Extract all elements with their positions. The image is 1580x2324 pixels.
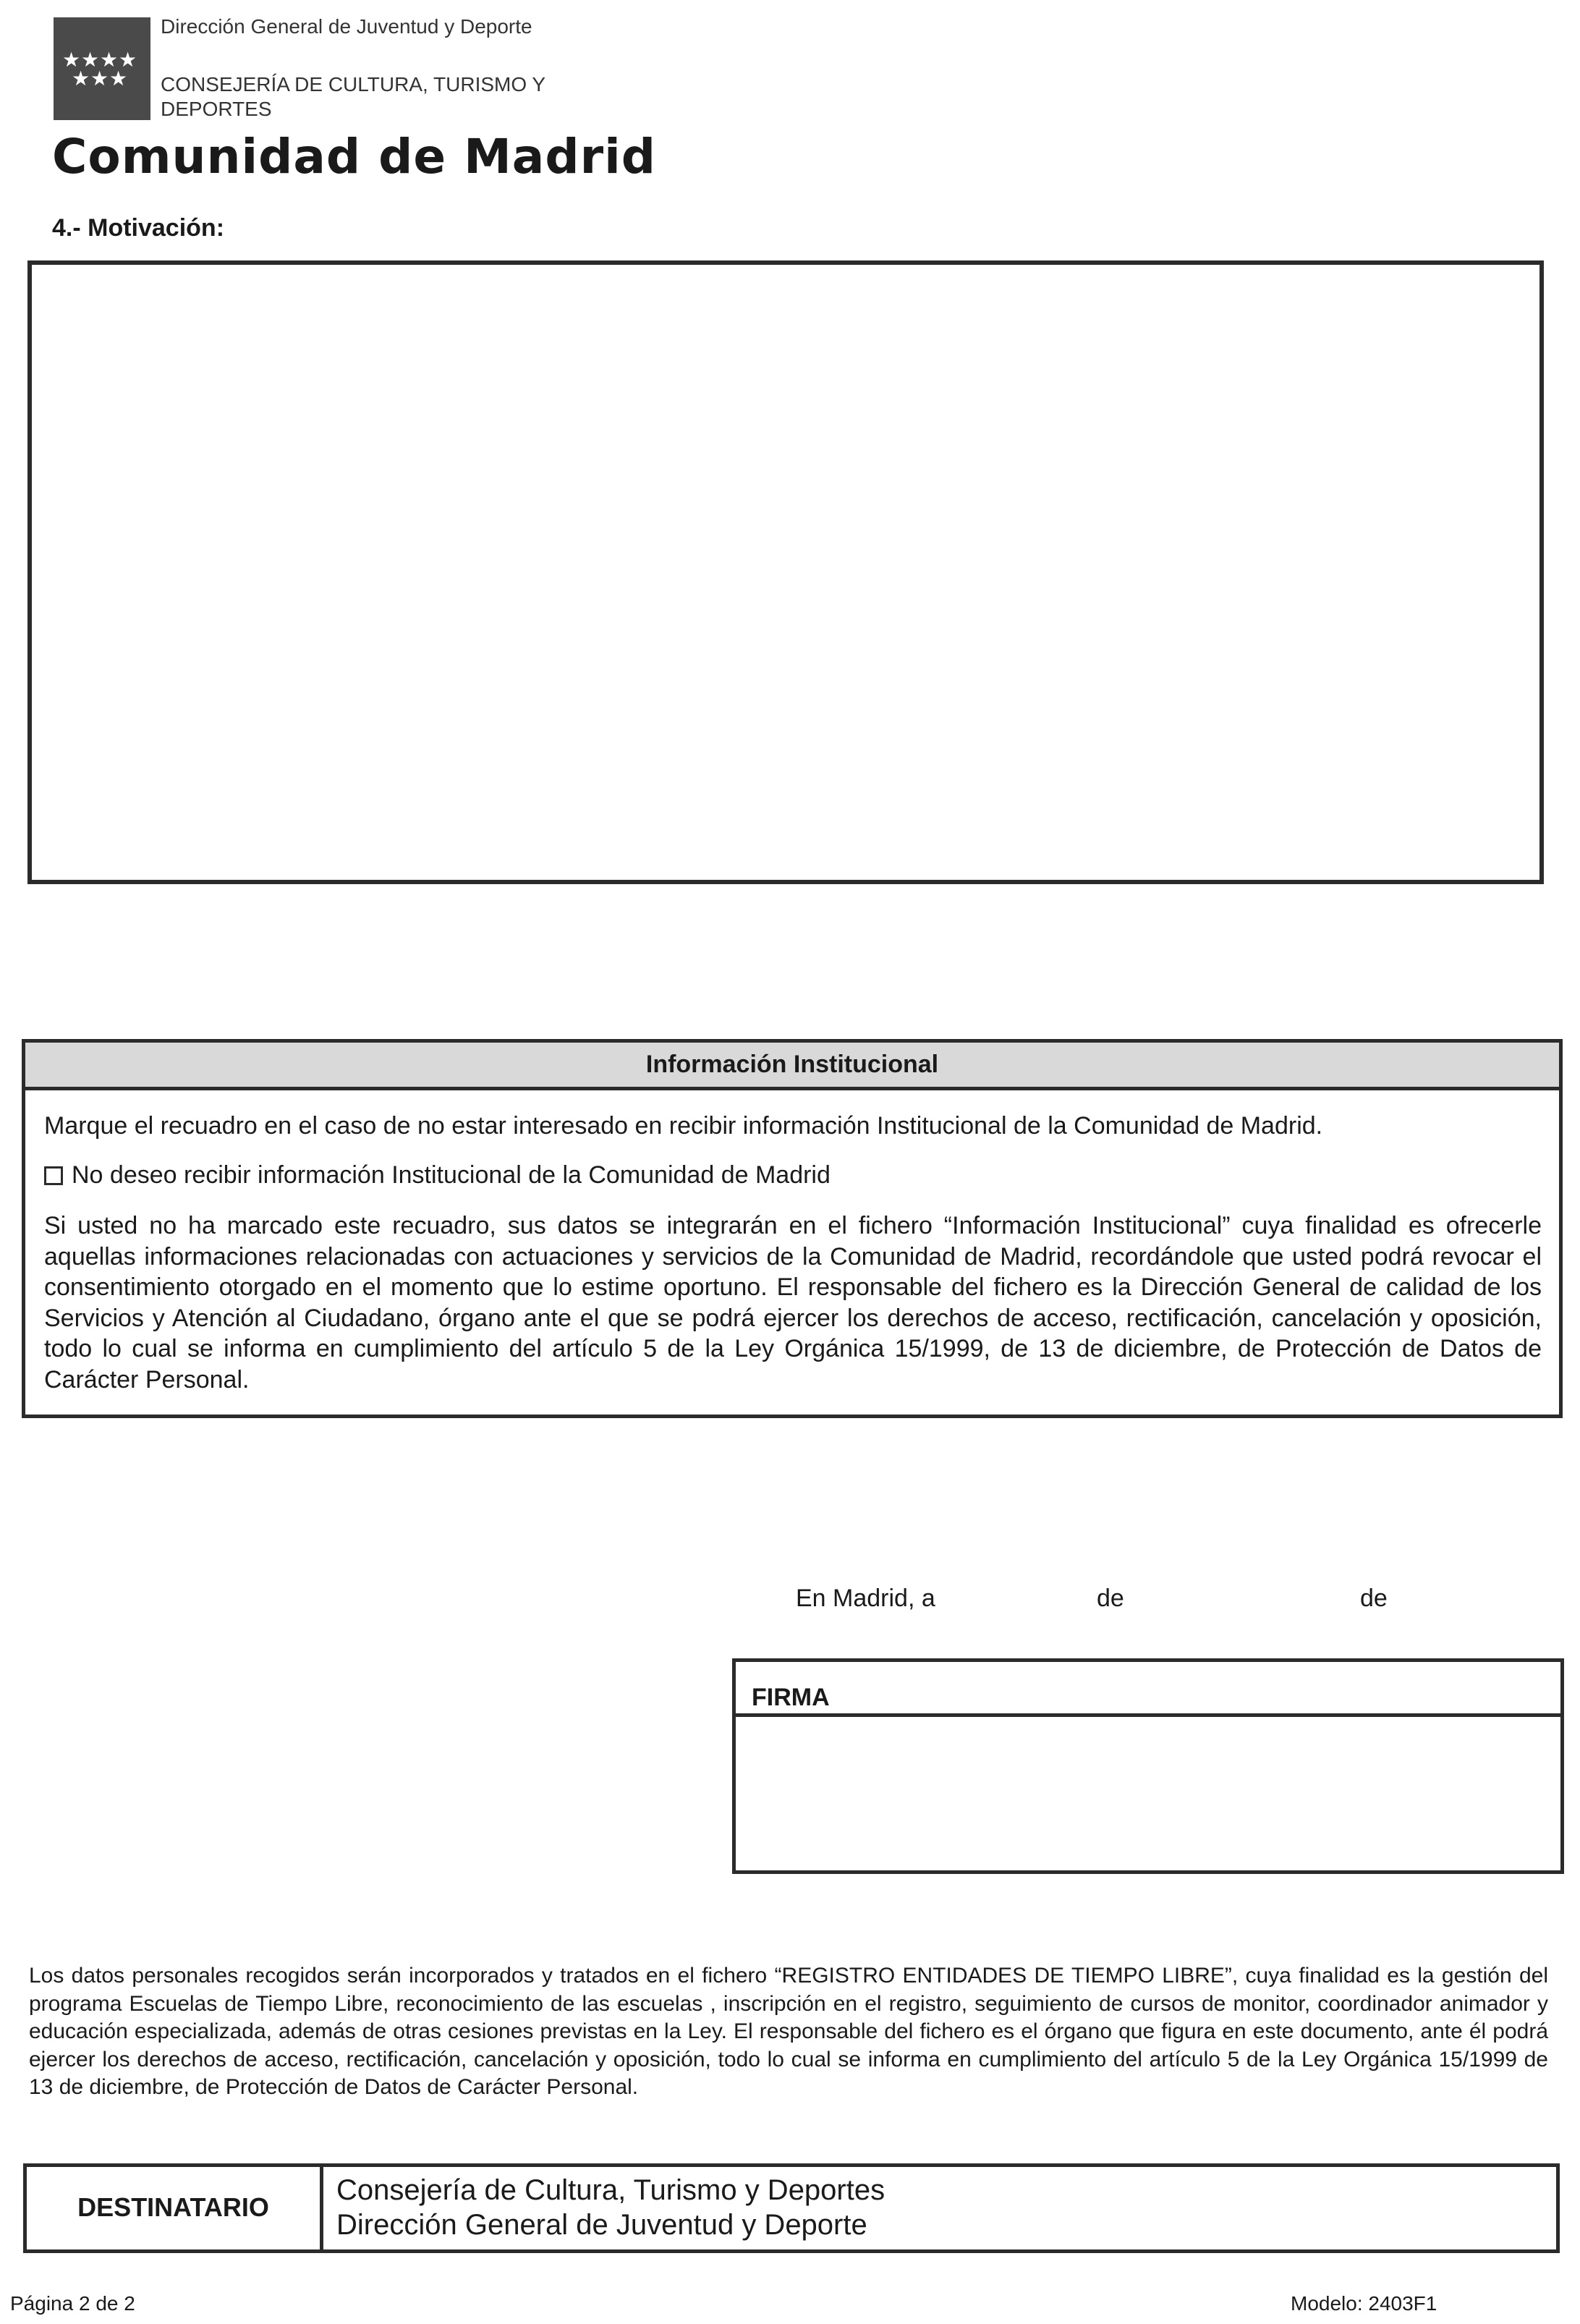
proteccion-datos-text: Los datos personales recogidos serán incorporados y tratados en el fichero “REGISTRO ENTIDADES DE TIEMPO LIBRE”, cuya finalidad es la gestión del programa Escuelas de Tiempo Libre, reconocimiento de las escuelas , inscripción en el registro, seguimiento de cursos de monitor, coordinador animador y educación especializada, además de otras cesiones previstas en la Ley. El responsable del fichero es el órgano que figura en este documento, ante él podrá ejercer los derechos de acceso, rectificación, cancelación y oposición, todo lo cual se informa en cumplimiento del artículo 5 de la Ley Orgánica 15/1999 de 13 de diciembre, de Protección de Datos de Carácter Personal. xyxy=(29,1964,1548,2099)
madrid-stars-flag-icon xyxy=(54,17,150,120)
svg-text:★: ★ xyxy=(62,48,81,72)
page-number: Página 2 de 2 xyxy=(10,2292,135,2315)
destinatario-line-2: Dirección General de Juventud y Deporte xyxy=(336,2209,867,2241)
modelo-code: Modelo: 2403F1 xyxy=(1291,2292,1437,2315)
destinatario-label: DESTINATARIO xyxy=(27,2167,323,2249)
svg-text:★: ★ xyxy=(81,48,100,72)
consejeria-text: CONSEJERÍA DE CULTURA, TURISMO Y DEPORTES xyxy=(161,73,545,120)
fecha-de-1: de xyxy=(1097,1585,1124,1612)
no-info-checkbox-label: No deseo recibir información Institucional de la Comunidad de Madrid xyxy=(72,1161,831,1189)
info-instruction: Marque el recuadro en el caso de no estar interesado en recibir información Institucional de la Comunidad de Madrid. xyxy=(44,1112,1323,1140)
svg-text:★: ★ xyxy=(72,67,90,90)
svg-text:★: ★ xyxy=(90,67,109,90)
informacion-institucional-title: Información Institucional xyxy=(25,1043,1559,1090)
destinatario-box xyxy=(23,2163,1560,2253)
svg-text:★: ★ xyxy=(100,48,119,72)
firma-box xyxy=(732,1658,1564,1874)
informacion-institucional-section xyxy=(22,1039,1563,1418)
firma-header xyxy=(736,1662,1560,1717)
destinatario-line-1: Consejería de Cultura, Turismo y Deportes xyxy=(336,2174,885,2206)
motivacion-label: 4.- Motivación: xyxy=(52,214,225,242)
direccion-general-text: Dirección General de Juventud y Deporte xyxy=(161,15,532,38)
comunidad-madrid-title: Comunidad de Madrid xyxy=(52,129,657,185)
info-paragraph: Si usted no ha marcado este recuadro, sus datos se integrarán en el fichero “Información Institucional” cuya finalidad es ofrecerle aquellas informaciones relacionadas con actuaciones y servicios de la Comunidad de Madrid, recordándole que usted podrá revocar el consentimiento otorgado en el momento que lo estime oportuno. El responsable del fichero es la Dirección General de calidad de los Servicios y Atención al Ciudadano, órgano ante el que se podrá ejercer los derechos de acceso, rectificación, cancelación y oposición, todo lo cual se informa en cumplimiento del artículo 5 de la Ley Orgánica 15/1999, de 13 de diciembre, de Protección de Datos de Carácter Personal. xyxy=(44,1212,1542,1394)
svg-text:★: ★ xyxy=(119,48,137,72)
firma-label: FIRMA xyxy=(752,1684,830,1711)
no-info-checkbox[interactable] xyxy=(44,1166,63,1185)
fecha-de-2: de xyxy=(1360,1585,1388,1612)
svg-text:★: ★ xyxy=(109,67,128,90)
no-info-option xyxy=(44,1161,831,1189)
fecha-lugar: En Madrid, a xyxy=(796,1585,935,1612)
motivacion-textbox[interactable] xyxy=(27,260,1544,884)
